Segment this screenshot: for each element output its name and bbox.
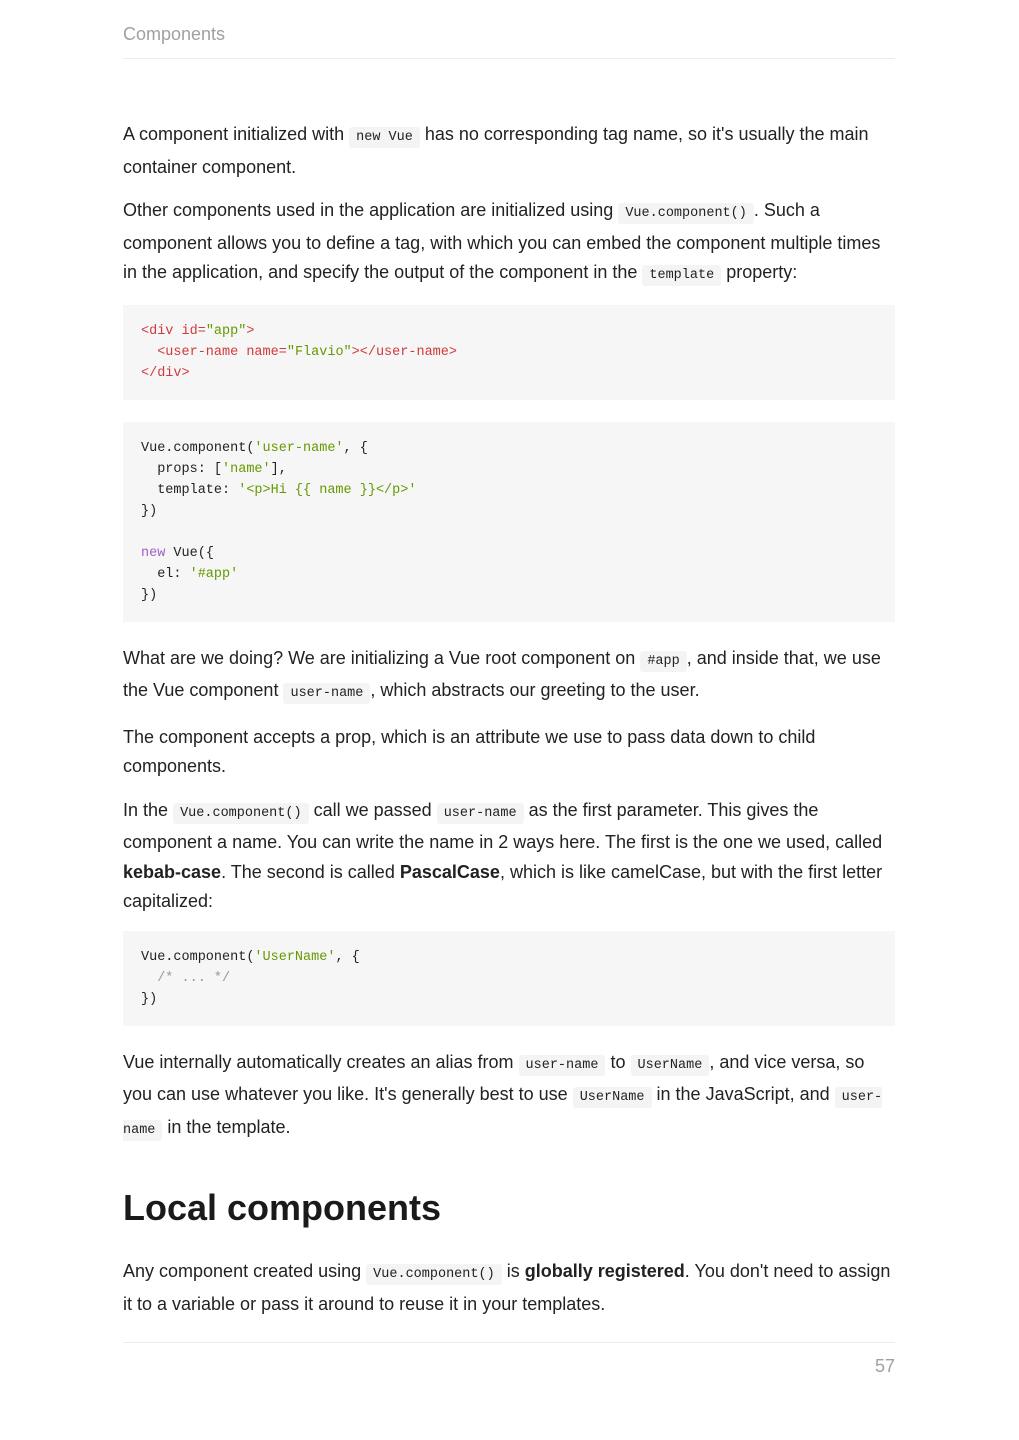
text: Other components used in the application are initialized using [123, 200, 614, 220]
code-token: </div> [141, 365, 190, 381]
inline-code: user-name [123, 1087, 882, 1141]
inline-code: user-name [283, 683, 370, 704]
running-header: Components [123, 24, 226, 44]
paragraph-what-are-we-doing [123, 644, 895, 709]
text: , which is like camelCase, but with the first letter capitalized: [123, 861, 883, 911]
text: Any component created using [123, 1261, 362, 1281]
text: as the first parameter. This gives the component a name. You can write the name in 2 ways here. The first is the one we used, called [123, 799, 883, 852]
page-content [123, 120, 895, 1333]
code-token: 'name' [222, 461, 271, 477]
paragraph-global [123, 1257, 895, 1319]
text: , and inside that, we use the Vue component [123, 647, 881, 700]
code-token: new [141, 545, 166, 561]
bold-text: globally registered [524, 1261, 685, 1281]
bold-text: kebab-case [123, 861, 222, 882]
code-token: > [246, 323, 255, 339]
text: What are we doing? We are initializing a Vue root component on [123, 647, 636, 668]
footer-divider [123, 1342, 895, 1343]
inline-code: user-name [519, 1055, 606, 1076]
code-token: Vue.component( [141, 949, 255, 965]
inline-code: #app [640, 651, 686, 672]
paragraph-other-components [123, 196, 895, 291]
code-token: }) [141, 503, 158, 519]
text: has no corresponding tag name, so it's usually the main container component. [123, 124, 869, 177]
code-token [141, 345, 157, 360]
text: property: [726, 262, 798, 282]
page-number: 57 [874, 1356, 895, 1376]
code-token: "app" [205, 323, 247, 339]
inline-code: UserName [631, 1055, 710, 1076]
text: , which abstracts our greeting to the user. [370, 680, 700, 700]
inline-code: user-name [437, 803, 524, 824]
code-block-html [123, 305, 895, 400]
code-token: '#app' [189, 566, 239, 582]
text: in the template. [167, 1116, 291, 1137]
text: . You don't need to assign it to a variable or pass it around to reuse it in your templates. [123, 1261, 891, 1314]
text: is [506, 1261, 520, 1281]
paragraph-naming [123, 796, 895, 917]
header-divider [123, 58, 895, 59]
paragraph-alias [123, 1048, 895, 1146]
text: in the JavaScript, and [656, 1084, 830, 1104]
code-token: "Flavio" [286, 344, 352, 360]
inline-code: new Vue [349, 127, 420, 148]
code-token: '<p>Hi {{ name }}</p>' [238, 482, 417, 498]
code-token: name= [246, 344, 287, 360]
inline-code: Vue.component() [366, 1264, 502, 1285]
text: . Such a component allows you to define a tag, with which you can embed the component multiple times in the application, and specify the output of the component in the [123, 200, 881, 282]
inline-code: Vue.component() [173, 803, 309, 824]
code-token: <div [141, 323, 182, 339]
paragraph-props: The component accepts a prop, which is an attribute we use to pass data down to child components. [123, 726, 816, 776]
section-heading: Local components [123, 1187, 442, 1228]
inline-code: template [642, 265, 721, 286]
code-token: id= [181, 323, 206, 339]
code-block-pascal [123, 931, 895, 1026]
text: to [610, 1051, 626, 1072]
code-block-js [123, 422, 895, 622]
code-token: ></user-name> [351, 344, 457, 360]
inline-code: Vue.component() [618, 203, 754, 224]
code-comment: /* ... */ [141, 970, 231, 986]
text: , and vice versa, so you can use whatever you like. It's generally best to use [123, 1051, 865, 1104]
code-token: , { [335, 949, 360, 965]
text: call we passed [313, 799, 432, 820]
code-token: 'user-name' [254, 440, 344, 456]
code-token: }) [141, 587, 158, 603]
bold-text: PascalCase [399, 861, 500, 882]
code-token: 'UserName' [254, 949, 336, 965]
code-token: <user-name [157, 344, 247, 360]
text: Vue internally automatically creates an alias from [123, 1051, 514, 1072]
paragraph-intro [123, 120, 895, 182]
code-token: , { [343, 440, 368, 456]
text: . The second is called [221, 861, 395, 882]
code-token: Vue.component( [141, 440, 255, 456]
text: In the [123, 799, 169, 820]
inline-code: UserName [573, 1087, 652, 1108]
code-token: template: [141, 482, 239, 498]
code-token: }) [141, 991, 158, 1007]
text: A component initialized with [123, 124, 345, 144]
code-token: el: [141, 566, 190, 582]
code-token: ], [270, 461, 287, 477]
code-token: Vue({ [165, 545, 214, 561]
code-token: props: [ [141, 461, 223, 477]
